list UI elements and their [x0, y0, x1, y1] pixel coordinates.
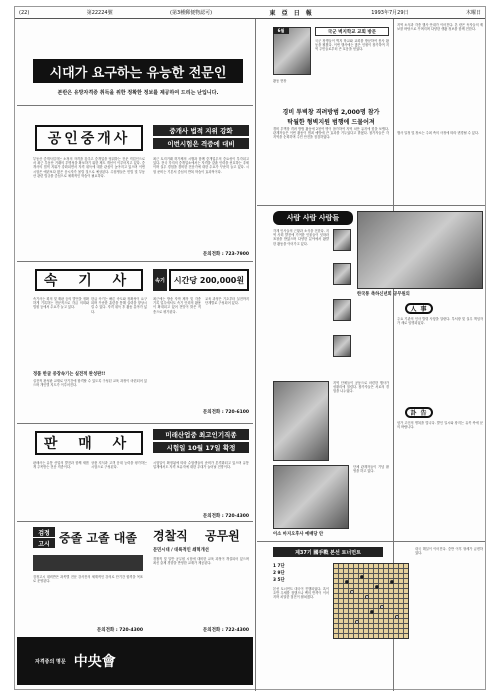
masthead [15, 7, 485, 19]
sales-ad-2: 시험일 10월 17일 확정 [153, 442, 249, 453]
group-photo [273, 465, 349, 529]
newspaper-page [14, 6, 486, 690]
baduk-stone [390, 580, 394, 584]
news-top-body: 국군 장병들이 벽지 학교와 교회를 방문하여 봉사 활동을 펼쳤다. 이번 행사에는 많은 인원이 참가하여 지역 주민들로부터 큰 호응을 얻었다. [315, 39, 389, 52]
baduk-stone [375, 585, 379, 589]
column-divider [255, 19, 256, 691]
civil-headline-3: 공무원 [205, 529, 240, 543]
civil-ad-banner [33, 555, 143, 571]
personnel-body: 주요 기관의 인사 발령 사항을 알린다. 부서장 및 실무 책임자가 새로 임명되었다. [397, 317, 483, 326]
baduk-board [333, 563, 409, 639]
obituary-title: 訃 告 [405, 407, 433, 418]
event-photo-2 [273, 381, 329, 461]
baduk-stone [395, 615, 399, 619]
people-photo [333, 263, 351, 285]
broker-title: 공인중개사 [35, 125, 143, 151]
rule [17, 261, 253, 262]
civil-headline-1: 중졸 고졸 대졸 [59, 531, 137, 545]
side-column-body-1: 지역 소식과 각종 행사 안내가 이어진다. 본 란은 독자들의 제보를 바탕으로 꾸며지며 다양한 생활 정보를 함께 전한다. [397, 23, 483, 32]
broker-headline-2: 이번시험은 격증에 대비 [153, 138, 249, 149]
baduk-legend-1: 1 7단 [273, 564, 285, 569]
rule [17, 105, 253, 106]
baduk-stone [355, 620, 359, 624]
sales-title: 판 매 사 [35, 431, 143, 455]
baduk-stone [370, 610, 374, 614]
baduk-stone [350, 590, 354, 594]
news-label: 6월 [273, 27, 289, 34]
people-photo [333, 299, 351, 321]
broker-headline-1: 중개사 법적 지위 강화 [153, 125, 249, 136]
baduk-commentary-2: 대국 해설이 이어진다. 중반 이후 형세가 급변하였다. [415, 547, 483, 556]
rule [17, 423, 253, 424]
sales-body-1: 판매사는 유통 산업의 발전과 함께 새롭게 주목받는 전문 직종이다. [33, 461, 89, 470]
banner-subtitle: 본란은 유망자격증 취득을 위한 정확한 정보를 제공하여 드리는 난입니다. [57, 90, 219, 96]
shorthand-badge: 속기 [153, 269, 167, 291]
rule [17, 521, 253, 522]
footer-slogan: 자격증의 명문 [35, 658, 66, 665]
page-number: (22) [19, 9, 30, 16]
civil-tag-2: 고시 [33, 538, 55, 548]
academy-name: 中央會 [73, 654, 116, 670]
people-photo [333, 229, 351, 251]
shorthand-phone: 문의전화 : 720-6100 [202, 410, 249, 415]
civil-body-1: 검정고시 대비반은 과목별 전문 강사진의 체계적인 강의로 단기간 합격을 목표로 운영된다. [33, 575, 143, 584]
civil-subtitle: 문민시대 / 대륙적인 쇄혁개선 [153, 548, 209, 553]
news-top-headline: 국군 벽지학교 교회 방문 [315, 27, 389, 36]
people-photo [333, 335, 351, 357]
baduk-stone [365, 595, 369, 599]
paper-title: 東 亞 日 報 [269, 10, 314, 17]
broker-body-left: 부동산 중개사업자는 소정의 자격을 갖추고 중개업을 영위하는 전문 직업인으로서 최근 부동산 거래의 투명성을 확보하기 위한 제도 개선이 이루어지고 있다. 중개사의 법적 지위가 강화되면서 자격 취득에 대한 관심이 높아지고 있으며 이번 시험은 예년보다 많은 응시자가 몰릴 것으로 예상된다. 수험생들은 민법 및 부동산 관련 법규를 중심으로 체계적인 학습이 필요하다. [33, 157, 145, 178]
shorthand-body-4: 교육 과정은 기초부터 실전까지 단계별로 구성되어 있다. [205, 297, 249, 306]
civil-headline-2: 경찰직 [153, 529, 188, 543]
baduk-legend-2: 2 9단 [273, 571, 285, 576]
sales-phone: 문의전화 : 720-4300 [202, 514, 249, 519]
news-story-headline: 경비 투벽창 격려방범 2,000명 참가 [282, 109, 380, 116]
baduk-legend-3: 3 5단 [273, 578, 285, 583]
issue-day: 木曜日 [465, 10, 481, 16]
baduk-stone [360, 575, 364, 579]
shorthand-ad: 시간당 200,000원 [169, 269, 249, 291]
shorthand-note: 정품 한글 중장속기는 실전적 완성판!! [33, 372, 106, 377]
news-story-subhead: 탁월한 형벽지원 범행에 드물어져 [287, 119, 375, 126]
civil-body-2: 경찰직 및 일반 공무원 시험에 대비한 교육 과정이 개설되어 있으며 최신 출제 경향을 반영한 교재가 제공된다. [153, 557, 249, 566]
rule [257, 541, 485, 542]
issue-number: 第22224號 [86, 10, 113, 16]
news-photo-caption: 활동 현장 [273, 79, 287, 83]
group-photo-body: 단체 관계자들이 기념 촬영을 하고 있다. [353, 465, 389, 474]
baduk-stone [345, 580, 349, 584]
people-body: 각계 인사들의 근황과 소식을 전한다. 지역 사회 발전에 기여한 인물들이 잇따라 표창을 받았으며 다양한 분야에서 활발한 활동을 이어가고 있다. [273, 229, 329, 246]
personnel-title: 人 事 [405, 303, 433, 314]
civil-tag-1: 검정 [33, 527, 55, 537]
shorthand-body-2: 한글 속기는 빠른 속도와 정확성이 요구되며 꾸준한 훈련을 통해 실력을 향상시킬 수 있다. 자격 취득 후 활동 분야가 넓다. [91, 297, 147, 314]
shorthand-title: 속 기 사 [35, 269, 143, 291]
shorthand-body-3: 최근에는 방송 자막 제작 및 각종 기록 업무에서도 속기 인력의 활용이 확대되고 있어 전망이 밝은 직종으로 평가된다. [153, 297, 201, 314]
people-section-title: 사람 사람 사람들 [273, 211, 353, 225]
broker-body-right: 최근 토지거래 허가제의 시행과 함께 중개업무의 중요성이 부각되고 있다. 전국 각지의 중개업소에서는 자격을 갖춘 인력을 선호하는 추세이며 실무 경험을 겸비한 전문가에 대한 수요가 꾸준히 늘고 있다. 시험 준비는 기본서 중심의 반복 학습이 효과적이다. [153, 157, 249, 174]
group-photo-caption: 이소 마지오후사 예배당 안 [273, 532, 324, 537]
shorthand-body-5: 실전적 완성판 교재로 단기간에 합격할 수 있도록 구성된 교육 과정이 마련되어 있으며 개인별 지도가 이루어진다. [33, 379, 147, 388]
civil-phone-2: 문의전화 : 722-4300 [202, 628, 249, 633]
civil-phone-1: 문의전화 : 720-4300 [96, 628, 143, 633]
postal-note: (第3種郵便物認可) [170, 10, 213, 16]
baduk-headline: 제37기 國手戰 본선 토너먼트 [273, 547, 383, 557]
issue-date: 1993年7月29日 [371, 10, 409, 16]
people-event-photo [357, 211, 483, 289]
side-column-body-2: 행사 일정 및 장소는 주최 측의 사정에 따라 변경될 수 있다. [397, 131, 479, 135]
sales-ad-1: 미래산업중 최고인기직종 [153, 429, 249, 440]
sales-body-3: 시험일이 확정됨에 따라 수험생들의 준비가 본격화되고 있으며 유통 업계에서도 자격 보유자에 대한 우대가 늘어날 전망이다. [153, 461, 249, 470]
news-story-body: 경비 투벽창 격려 방범 활동에 2천여 명이 참가하여 지역 치안 유지에 힘을 보탰다. 관계자들은 이번 활동이 범죄 예방에 큰 효과를 거두었다고 밝혔다. 참가자들은 각 지역을 순회하며 주민 안전을 점검하였다. [273, 127, 389, 140]
baduk-commentary: 본선 토너먼트 대국이 진행되었다. 흑이 초반 우세를 점했으나 백의 반격이 이어지며 치열한 접전이 펼쳐졌다. [273, 587, 329, 600]
baduk-stone [380, 605, 384, 609]
rule [257, 205, 485, 206]
obituary-body: 삼가 고인의 명복을 빕니다. 발인 일시와 장지는 유족 측에 문의 바랍니다. [397, 421, 483, 430]
main-banner: 시대가 요구하는 유능한 전문인 [33, 59, 243, 83]
news-photo-portrait [273, 27, 311, 75]
broker-phone: 문의전화 : 723-7900 [202, 252, 249, 257]
sales-body-2: 상품 지식과 고객 응대 능력을 평가하는 시험으로 구성된다. [91, 461, 147, 470]
academy-footer-ad [17, 637, 253, 685]
people-photo-caption: 한국통 축하신년회 공무원의 [357, 292, 410, 297]
shorthand-body-1: 속기사는 회의 및 재판 등의 발언을 정확하게 기록하는 전문직으로 각급 의회와 법원 등에서 수요가 늘고 있다. [33, 297, 89, 310]
people-body-2: 지역 단체들이 공동으로 마련한 행사가 성황리에 열렸다. 참가자들은 서로의 경험을 나누었다. [333, 381, 389, 394]
